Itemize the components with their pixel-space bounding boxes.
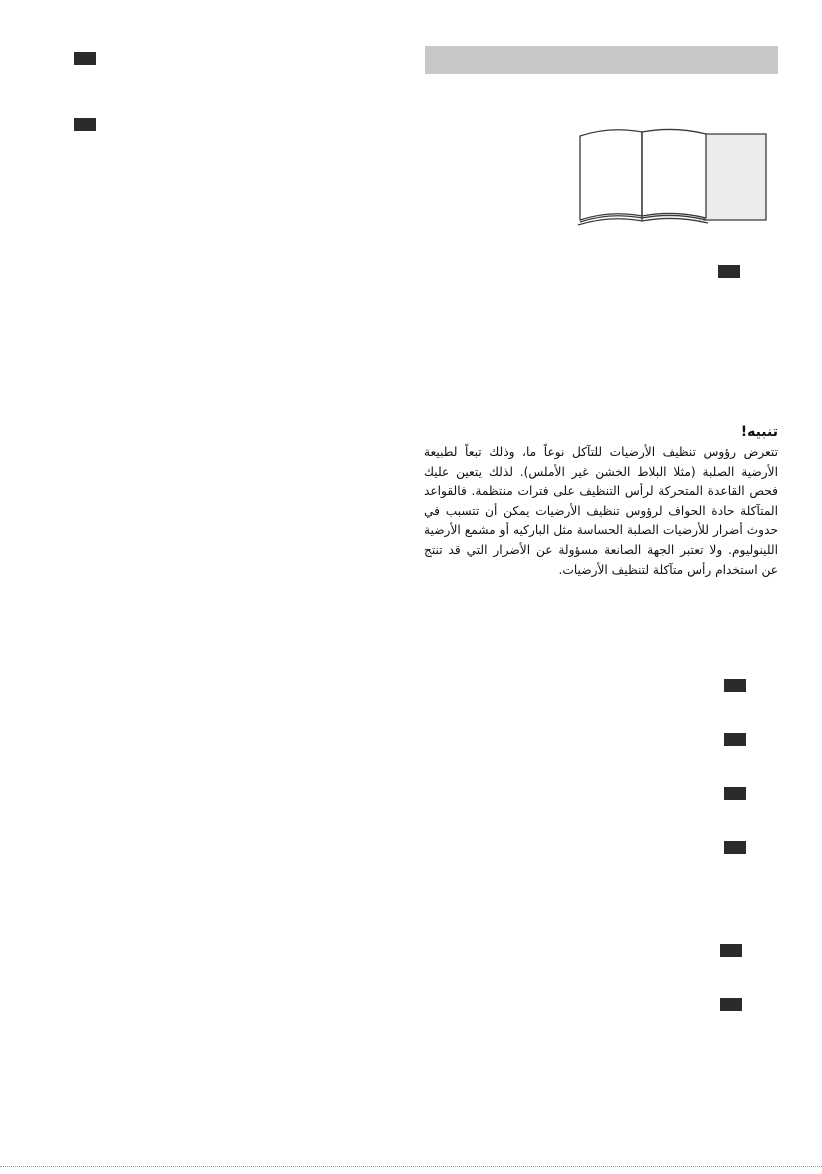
caution-block — [424, 422, 778, 580]
step-marker-right-1 — [718, 265, 740, 278]
caution-title: تنبيه! — [740, 424, 778, 440]
step-marker-left-1 — [74, 52, 96, 65]
section-header-bar — [425, 46, 778, 74]
step-marker-right-4 — [724, 787, 746, 800]
step-marker-left-2 — [74, 118, 96, 131]
step-marker-right-5 — [724, 841, 746, 854]
step-marker-right-3 — [724, 733, 746, 746]
open-manual-icon — [574, 124, 770, 226]
page-bottom-rule — [0, 1166, 822, 1167]
step-marker-right-2 — [724, 679, 746, 692]
step-marker-right-7 — [720, 998, 742, 1011]
step-marker-right-6 — [720, 944, 742, 957]
caution-body: تتعرض رؤوس تنظيف الأرضيات للتآكل نوعاً ما، وذلك تبعاً لطبيعة الأرضية الصلبة (مثلا البلاط الخشن غير الأملس). لذلك يتعين عليك فحص القاعدة المتحركة لرأس التنظيف على فترات منتظمة. فالقواعد المتآكلة حادة الحواف لرؤوس تنظيف الأرضيات يمكن أن تتسبب في حدوث أضرار للأرضيات الصلبة الحساسة مثل الباركيه أو مشمع الأرضية اللينوليوم. ولا تعتبر الجهة الصانعة مسؤولة عن الأضرار التي قد تنتج عن استخدام رأس متآكلة لتنظيف الأرضيات. — [424, 445, 778, 577]
